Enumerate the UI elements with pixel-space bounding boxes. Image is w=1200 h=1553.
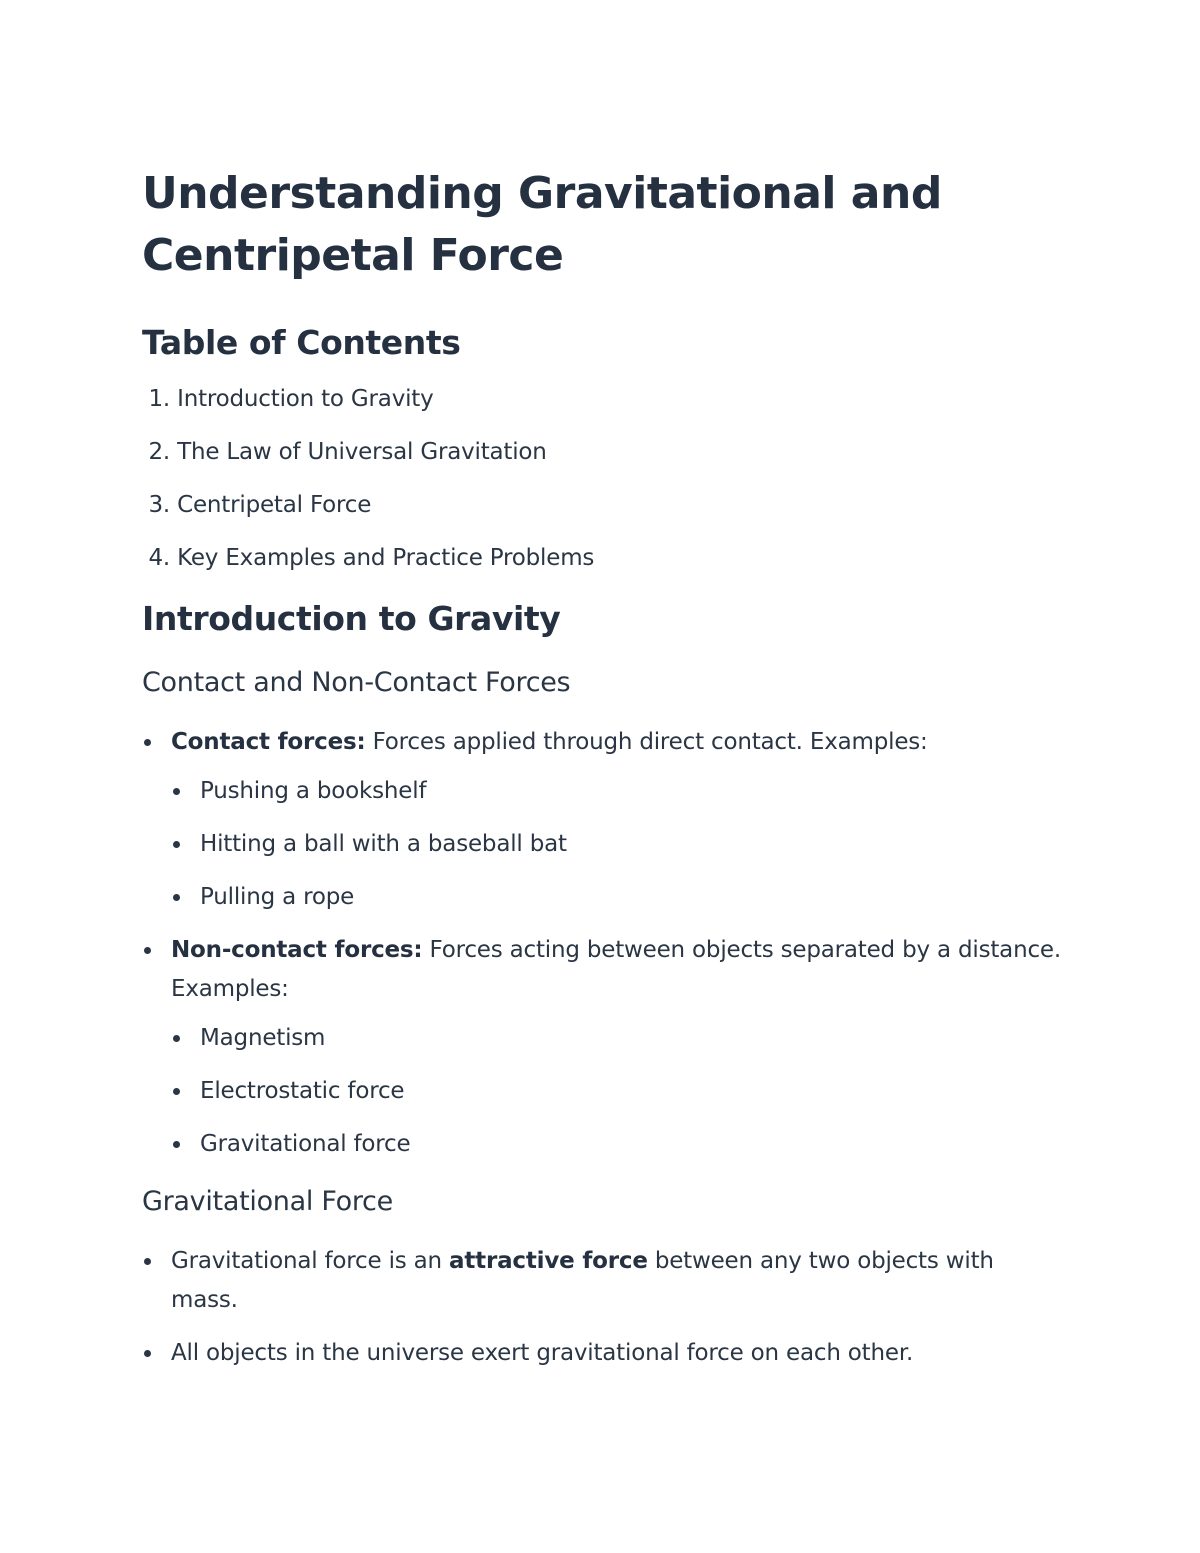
toc-item[interactable] bbox=[142, 384, 1062, 414]
gravity-list bbox=[142, 1242, 1062, 1373]
section-heading-intro: Introduction to Gravity bbox=[142, 599, 561, 638]
list-item: Magnetism bbox=[171, 1019, 1062, 1058]
toc-item-number: 3. bbox=[148, 492, 170, 518]
toc-item-label: Key Examples and Practice Problems bbox=[177, 545, 595, 571]
emphasis-attractive-force: attractive force bbox=[449, 1248, 648, 1274]
noncontact-examples-list bbox=[171, 1019, 1062, 1164]
toc-heading: Table of Contents bbox=[142, 323, 461, 362]
list-item: Pulling a rope bbox=[171, 878, 1062, 917]
definition-text: Forces acting between objects separated by a distance. Examples: bbox=[171, 937, 1061, 1002]
toc-item-label: The Law of Universal Gravitation bbox=[177, 439, 547, 465]
text-segment: Gravitational force is an bbox=[171, 1248, 450, 1274]
list-item: Pushing a bookshelf bbox=[171, 772, 1062, 811]
list-item: Electrostatic force bbox=[171, 1072, 1062, 1111]
toc-item-label: Introduction to Gravity bbox=[177, 386, 434, 412]
subsection-heading-gravitational-force: Gravitational Force bbox=[142, 1186, 393, 1217]
term-noncontact-forces: Non-contact forces: bbox=[171, 937, 423, 963]
toc-item[interactable] bbox=[142, 543, 1062, 573]
toc-item-label: Centripetal Force bbox=[177, 492, 372, 518]
document-title: Understanding Gravitational and Centripetal Force bbox=[142, 168, 942, 281]
contact-examples-list bbox=[171, 772, 1062, 917]
toc-item-number: 4. bbox=[148, 545, 170, 571]
toc-item-number: 2. bbox=[148, 439, 170, 465]
subsection-heading-contact: Contact and Non-Contact Forces bbox=[142, 667, 571, 698]
forces-list bbox=[142, 723, 1062, 1164]
list-item-noncontact-forces bbox=[142, 931, 1062, 1164]
list-item: Hitting a ball with a baseball bat bbox=[171, 825, 1062, 864]
toc-item[interactable] bbox=[142, 437, 1062, 467]
list-item-contact-forces bbox=[142, 723, 1062, 917]
term-contact-forces: Contact forces: bbox=[171, 729, 366, 755]
list-item bbox=[142, 1242, 1062, 1320]
list-item: Gravitational force bbox=[171, 1125, 1062, 1164]
table-of-contents bbox=[142, 384, 1062, 573]
toc-item[interactable] bbox=[142, 490, 1062, 520]
definition-text: Forces applied through direct contact. Examples: bbox=[365, 729, 928, 755]
text-segment: between any two objects with mass. bbox=[171, 1248, 994, 1313]
toc-item-number: 1. bbox=[148, 386, 170, 412]
document-page bbox=[142, 163, 1062, 1387]
list-item: All objects in the universe exert gravitational force on each other. bbox=[142, 1334, 1062, 1373]
